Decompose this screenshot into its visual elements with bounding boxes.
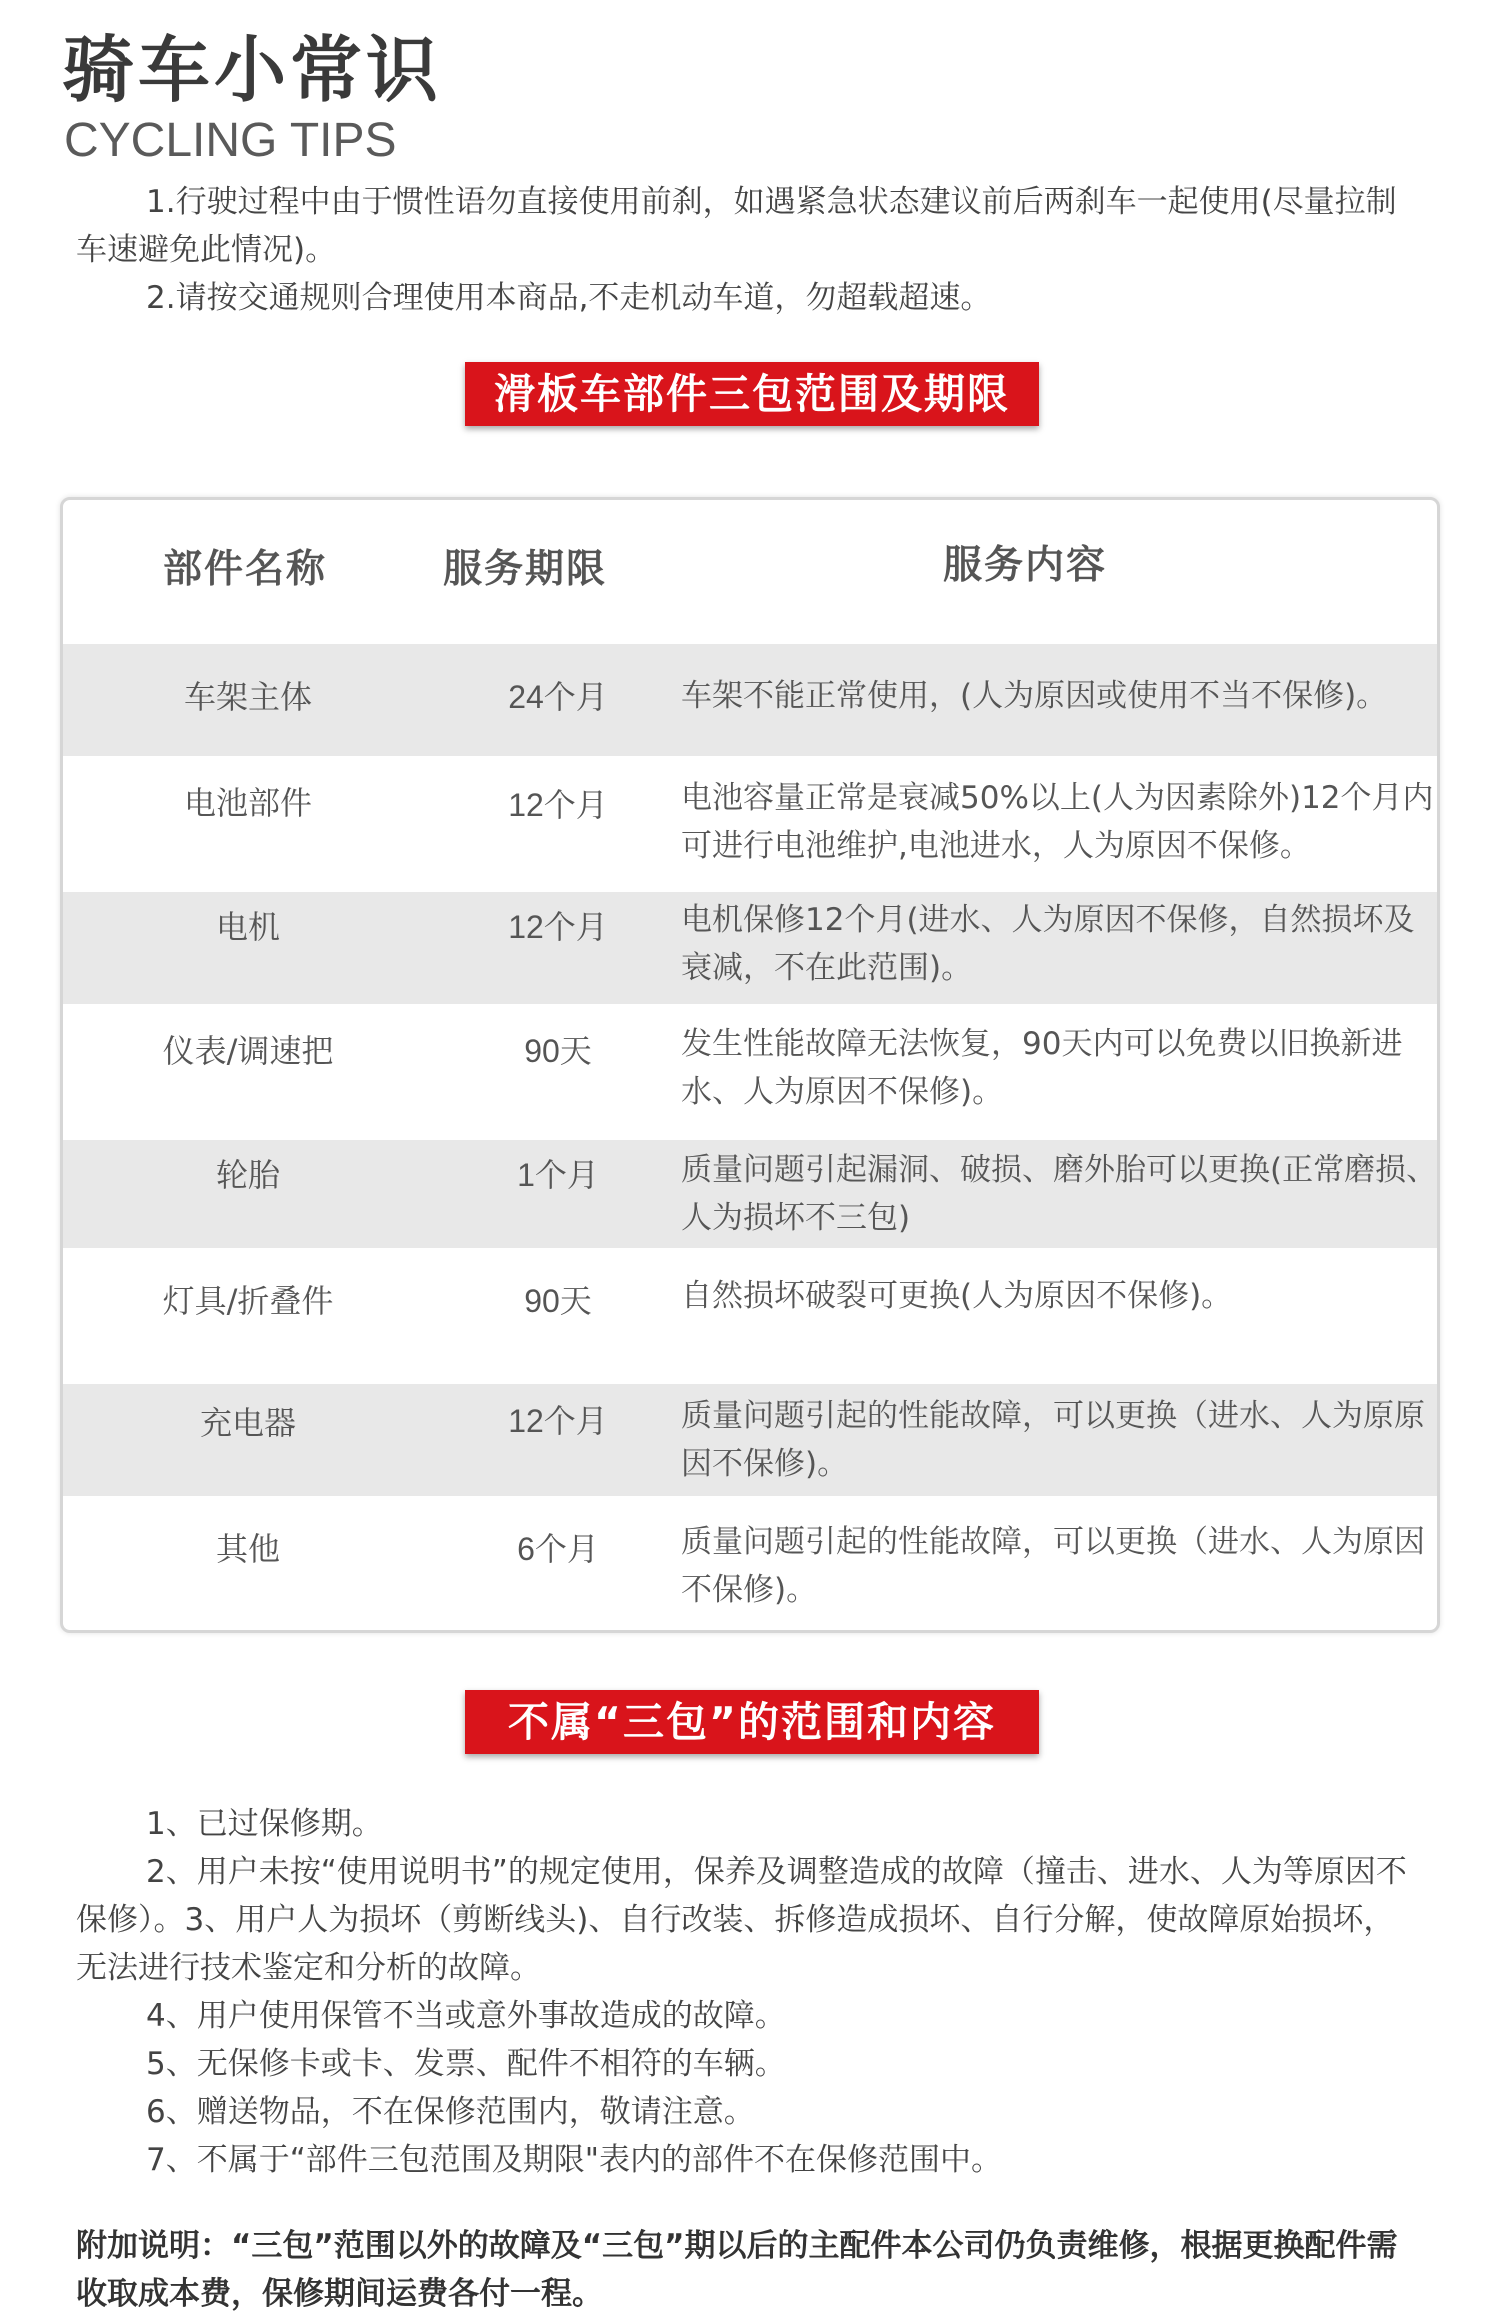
header-part-name: 部件名称 xyxy=(163,547,328,592)
exclusion-item: 4、用户使用保管不当或意外事故造成的故障。 xyxy=(146,1998,786,2034)
header-service-content: 服务内容 xyxy=(943,543,1108,588)
row-content: 自然损坏破裂可更换(人为原因不保修)。 xyxy=(681,1278,1233,1314)
row-part-name: 其他 xyxy=(215,1530,280,1568)
additional-note: 附加说明：“三包”范围以外的故障及“三包”期以后的主配件本公司仍负责维修，根据更换配件需收取成本费，保修期间运费各付一程。 xyxy=(76,2228,1398,2312)
row-content: 质量问题引起的性能故障，可以更换（进水、人为原原因不保修)。 xyxy=(681,1398,1425,1482)
table-row xyxy=(63,756,1437,892)
exclusion-item: 1、已过保修期。 xyxy=(146,1806,383,1842)
row-part-name: 灯具/折叠件 xyxy=(162,1282,334,1320)
row-period: 24个月 xyxy=(508,679,608,715)
row-part-name: 电池部件 xyxy=(183,784,312,822)
warranty-table xyxy=(60,497,1440,1633)
row-part-name: 充电器 xyxy=(199,1404,296,1442)
row-content: 电机保修12个月(进水、人为原因不保修，自然损坏及衰减，不在此范围)。 xyxy=(681,902,1415,986)
row-period: 12个月 xyxy=(508,909,608,945)
tip-item: 1.行驶过程中由于惯性语勿直接使用前刹，如遇紧急状态建议前后两刹车一起使用(尽量拉制车速避免此情况)。 xyxy=(76,184,1397,268)
tips-section xyxy=(76,178,1416,322)
row-period: 90天 xyxy=(524,1033,592,1069)
row-part-name: 电机 xyxy=(215,908,280,946)
row-period: 6个月 xyxy=(517,1531,599,1567)
row-part-name: 车架主体 xyxy=(183,678,312,716)
table-row xyxy=(63,1140,1437,1248)
row-content: 质量问题引起的性能故障，可以更换（进水、人为原因不保修)。 xyxy=(681,1524,1425,1608)
exclusion-item: 6、赠送物品，不在保修范围内，敬请注意。 xyxy=(146,2094,755,2130)
table-row xyxy=(63,1248,1437,1384)
exclusion-item: 5、无保修卡或卡、发票、配件不相符的车辆。 xyxy=(146,2046,786,2082)
table-row xyxy=(63,892,1437,1004)
row-content: 电池容量正常是衰减50%以上(人为因素除外)12个月内可进行电池维护,电池进水，人为原因不保修。 xyxy=(681,780,1434,864)
table-row xyxy=(63,1496,1437,1633)
tip-item: 2.请按交通规则合理使用本商品,不走机动车道，勿超载超速。 xyxy=(146,280,992,316)
page-title: 骑车小常识 xyxy=(62,28,443,112)
exclusions-list xyxy=(76,1800,1421,2184)
row-part-name: 仪表/调速把 xyxy=(162,1032,334,1070)
row-period: 12个月 xyxy=(508,1403,608,1439)
warranty-banner: 滑板车部件三包范围及期限 xyxy=(465,362,1039,426)
table-row xyxy=(63,1384,1437,1496)
row-content: 发生性能故障无法恢复，90天内可以免费以旧换新进水、人为原因不保修)。 xyxy=(681,1026,1403,1110)
row-period: 1个月 xyxy=(517,1157,599,1193)
row-period: 90天 xyxy=(524,1283,592,1319)
row-period: 12个月 xyxy=(508,787,608,823)
row-content: 质量问题引起漏洞、破损、磨外胎可以更换(正常磨损、人为损坏不三包) xyxy=(681,1152,1438,1236)
table-row xyxy=(63,644,1437,756)
exclusion-item: 2、用户未按“使用说明书”的规定使用，保养及调整造成的故障（撞击、进水、人为等原因不保修）。3、用户人为损坏（剪断线头)、自行改装、拆修造成损坏、自行分解，使故障原始损坏，无法进行技术鉴定和分析的故障。 xyxy=(76,1854,1407,1986)
header-service-period: 服务期限 xyxy=(443,547,608,592)
exclusion-item: 7、不属于“部件三包范围及期限"表内的部件不在保修范围中。 xyxy=(146,2142,1003,2178)
row-part-name: 轮胎 xyxy=(215,1156,280,1194)
table-row xyxy=(63,1004,1437,1140)
table-header xyxy=(63,500,1437,644)
exclusions-banner: 不属“三包”的范围和内容 xyxy=(465,1690,1039,1754)
page-subtitle: CYCLING TIPS xyxy=(64,114,397,167)
row-content: 车架不能正常使用，(人为原因或使用不当不保修)。 xyxy=(681,678,1388,714)
